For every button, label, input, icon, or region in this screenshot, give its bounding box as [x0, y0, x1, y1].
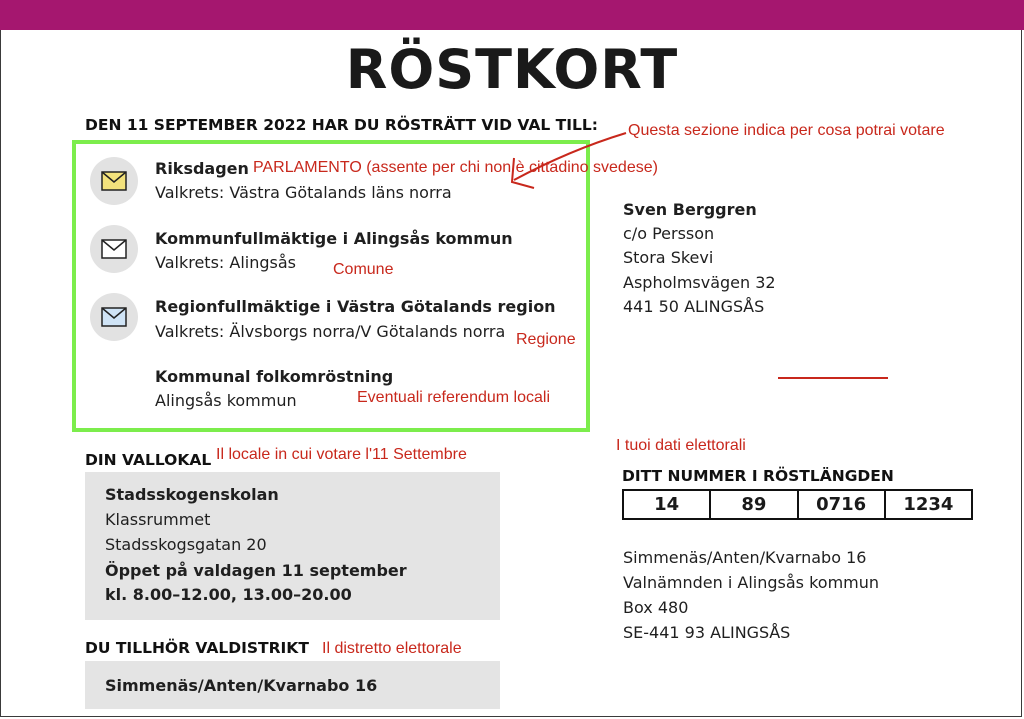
annotation-distretto: Il distretto elettorale — [322, 640, 462, 657]
rostlangd-number-cell: 0716 — [799, 491, 886, 518]
recipient-line: Aspholmsvägen 32 — [623, 273, 776, 292]
vallokal-room: Klassrummet — [105, 510, 211, 529]
rostlangd-heading: DITT NUMMER I RÖSTLÄNGDEN — [622, 467, 894, 485]
election-detail: Valkrets: Älvsborgs norra/V Götalands norra — [155, 322, 506, 341]
sender-line: Simmenäs/Anten/Kvarnabo 16 — [623, 548, 867, 567]
rostlangd-number-cell: 14 — [624, 491, 711, 518]
election-detail: Valkrets: Alingsås — [155, 253, 296, 272]
annotation-regione: Regione — [516, 331, 576, 348]
recipient-line: Stora Skevi — [623, 248, 714, 267]
election-detail: Valkrets: Västra Götalands läns norra — [155, 183, 452, 202]
sender-line: SE-441 93 ALINGSÅS — [623, 623, 791, 642]
vallokal-place: Stadsskogenskolan — [105, 485, 279, 504]
recipient-name: Sven Berggren — [623, 200, 757, 219]
annotation-referendum: Eventuali referendum locali — [357, 389, 550, 406]
valdistrikt-heading: DU TILLHÖR VALDISTRIKT — [85, 639, 309, 657]
rostlangd-number-cell: 89 — [711, 491, 798, 518]
vallokal-hours: kl. 8.00–12.00, 13.00–20.00 — [105, 585, 352, 604]
election-name: Regionfullmäktige i Västra Götalands region — [155, 297, 556, 316]
annotation-dati: I tuoi dati elettorali — [616, 437, 746, 454]
vallokal-street: Stadsskogsgatan 20 — [105, 535, 267, 554]
vallokal-heading: DIN VALLOKAL — [85, 451, 212, 469]
valdistrikt-value: Simmenäs/Anten/Kvarnabo 16 — [105, 676, 378, 695]
annotation-section: Questa sezione indica per cosa potrai votare — [628, 122, 945, 139]
election-detail: Alingsås kommun — [155, 391, 297, 410]
recipient-line: c/o Persson — [623, 224, 715, 243]
sender-line: Box 480 — [623, 598, 689, 617]
annotation-comune: Comune — [333, 261, 394, 278]
election-name: Riksdagen — [155, 159, 249, 178]
annotation-parlamento: PARLAMENTO (assente per chi non è cittadino svedese) — [253, 159, 658, 176]
recipient-line: 441 50 ALINGSÅS — [623, 297, 765, 316]
rostlangd-number-cell: 1234 — [903, 494, 954, 515]
election-name: Kommunal folkomröstning — [155, 367, 394, 386]
vallokal-open-label: Öppet på valdagen 11 september — [105, 561, 407, 580]
election-name: Kommunfullmäktige i Alingsås kommun — [155, 229, 513, 248]
sender-line: Valnämnden i Alingsås kommun — [623, 573, 880, 592]
page-title: RÖSTKORT — [345, 38, 679, 101]
voting-rights-heading: DEN 11 SEPTEMBER 2022 HAR DU RÖSTRÄTT VID VAL TILL: — [85, 116, 598, 134]
annotation-locale: Il locale in cui votare l'11 Settembre — [216, 446, 467, 463]
